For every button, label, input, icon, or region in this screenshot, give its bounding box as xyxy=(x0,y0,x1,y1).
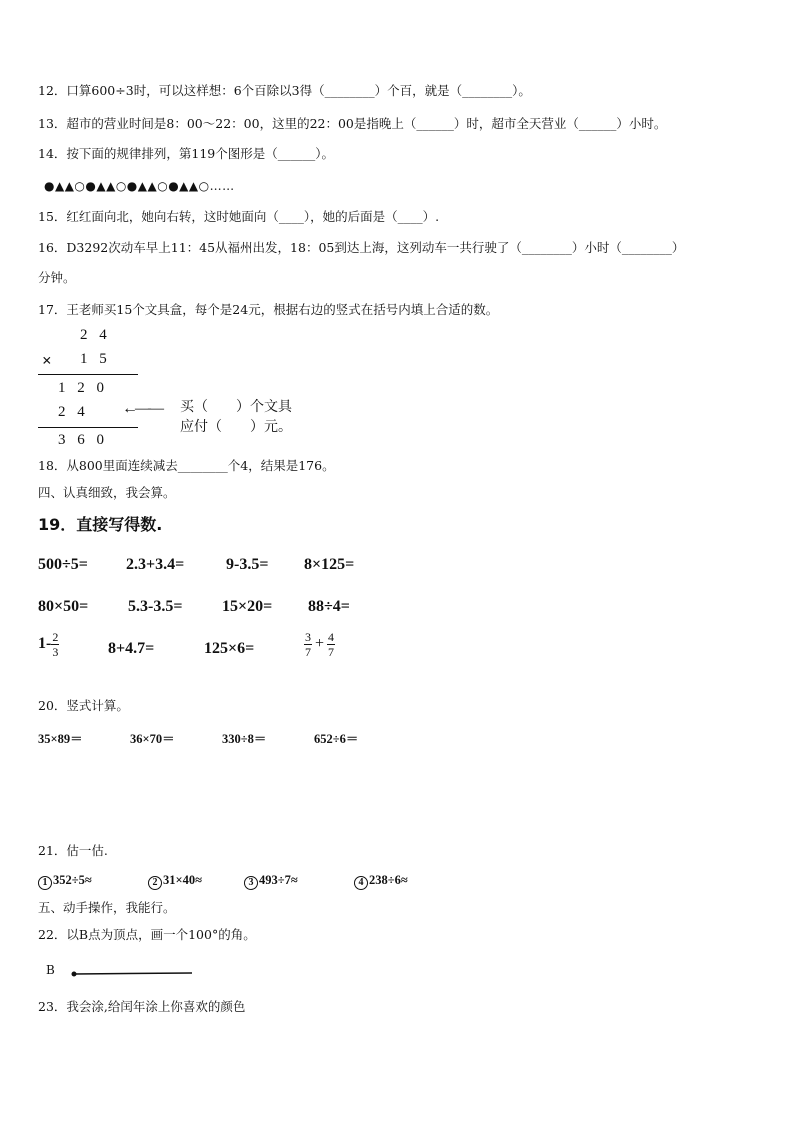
fraction-four-sevenths: $\frac{4}{7}$ xyxy=(328,630,335,659)
circled-number-2: 2 xyxy=(148,876,162,890)
product-result: 3 6 0 xyxy=(58,432,104,448)
q19-r1-b: 2.3+3.4= xyxy=(126,556,185,573)
q19-r1-a: 500÷5= xyxy=(38,556,88,573)
question-14: 14．按下面的规律排列，第119个图形是（______）。 xyxy=(38,146,335,161)
fraction-three-sevenths: $\frac{3}{7}$ xyxy=(305,630,311,659)
q20-item-2: 36×70＝ xyxy=(130,732,175,746)
multiplier: 1 5 xyxy=(80,351,107,367)
rule-2 xyxy=(38,427,138,428)
question-15: 15．红红面向北，她向右转，这时她面向（____），她的后面是（____）. xyxy=(38,209,440,224)
q19-r3-d xyxy=(304,630,335,659)
question-14-pattern: ●▲▲○●▲▲○●▲▲○●▲▲○…… xyxy=(44,179,235,193)
question-12: 12．口算600÷3时，可以这样想：6个百除以3得（________）个百，就是（________）。 xyxy=(38,83,531,98)
question-16-line2: 分钟。 xyxy=(38,270,76,285)
plus-sign: + xyxy=(315,635,325,653)
q20-item-1: 35×89＝ xyxy=(38,732,83,746)
circled-number-1: 1 xyxy=(38,876,52,890)
fraction-two-thirds: $\frac{2}{3}$ xyxy=(52,630,59,659)
question-17: 17．王老师买15个文具盒，每个是24元，根据右边的竖式在括号内填上合适的数。 xyxy=(38,302,499,317)
rule-1 xyxy=(38,374,138,375)
q19-r2-c: 15×20= xyxy=(222,598,273,615)
question-22: 22．以B点为顶点，画一个100°的角。 xyxy=(38,927,256,942)
partial-product-1: 1 2 0 xyxy=(58,380,104,396)
q19-r2-b: 5.3-3.5= xyxy=(128,598,183,615)
question-16-line1: 16．D3292次动车早上11：45从福州出发，18：05到达上海，这列动车一共行驶了（________）小时（________） xyxy=(38,240,685,255)
circled-number-3: 3 xyxy=(244,876,258,890)
note-pay: 应付（ ）元。 xyxy=(180,419,292,435)
question-20-title: 20．竖式计算。 xyxy=(38,698,129,713)
q21-item-4: 4 238÷6≈ xyxy=(354,873,408,890)
point-b-label: B xyxy=(46,963,55,977)
multiplicand: 2 4 xyxy=(80,327,107,343)
question-18: 18．从800里面连续减去________个4，结果是176。 xyxy=(38,458,335,473)
q19-r2-d: 88÷4= xyxy=(308,598,350,615)
question-13: 13．超市的营业时间是8：00～22：00，这里的22：00是指晚上（______）时，超市全天营业（______）小时。 xyxy=(38,116,667,131)
q19-r1-d: 8×125= xyxy=(304,556,355,573)
q19-r3-a xyxy=(38,630,59,659)
ray-from-b xyxy=(68,966,198,982)
question-23: 23．我会涂,给闰年涂上你喜欢的颜色 xyxy=(38,999,246,1014)
arrow-icon: ←—— xyxy=(122,400,161,417)
q19-r1-c: 9-3.5= xyxy=(226,556,269,573)
q19-r3-b: 8+4.7= xyxy=(108,640,155,657)
q19-r3-c: 125×6= xyxy=(204,640,255,657)
q21-item-1: 1 352÷5≈ xyxy=(38,873,92,890)
q19-r2-a: 80×50= xyxy=(38,598,89,615)
section-5-heading: 五、动手操作，我能行。 xyxy=(38,900,176,915)
note-buy: 买（ ）个文具 xyxy=(180,399,292,415)
partial-product-2: 2 4 xyxy=(58,404,85,420)
q20-item-3: 330÷8＝ xyxy=(222,732,267,746)
q21-item-2: 2 31×40≈ xyxy=(148,873,202,890)
times-sign: × xyxy=(42,351,52,370)
q21-item-3: 3 493÷7≈ xyxy=(244,873,298,890)
circled-number-4: 4 xyxy=(354,876,368,890)
q19-r3-a-prefix: 1- xyxy=(38,635,52,653)
section-4-heading: 四、认真细致，我会算。 xyxy=(38,485,176,500)
question-21-title: 21．估一估. xyxy=(38,843,108,858)
question-19-title: 19．直接写得数. xyxy=(38,515,163,534)
q20-item-4: 652÷6＝ xyxy=(314,732,359,746)
